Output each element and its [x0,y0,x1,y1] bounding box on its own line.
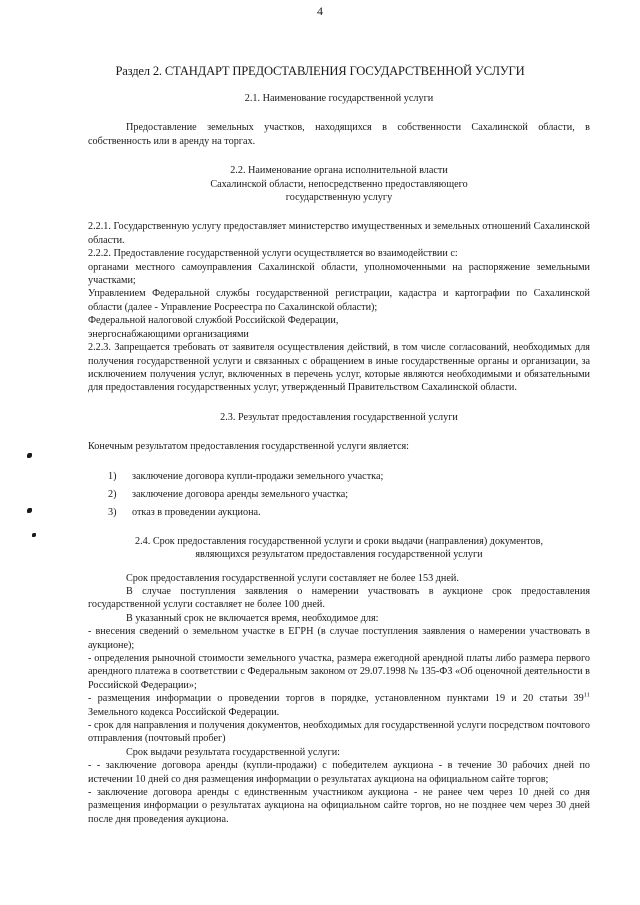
list-item: 1) заключение договора купли-продажи земельного участка; [108,470,384,482]
paragraph-2-4-5: - определения рыночной стоимости земельного участка, размера ежегодной арендной платы либо размера первого арендного платежа в соответствии с Федеральным законом от 29.07.1998 № 135-ФЗ «Об оценочной деятельности в Российской Федерации»; [88,653,590,691]
page-number: 4 [317,4,323,18]
result-list [88,470,590,520]
document-body [88,92,590,826]
paragraph-2-2-2: 2.2.2. Предоставление государственной услуги осуществляется во взаимодействии с: [88,248,458,260]
margin-mark [27,453,32,458]
paragraph-2-3-intro: Конечным результатом предоставления государственной услуги является: [88,441,409,453]
heading-2-1: 2.1. Наименование государственной услуги [244,93,434,104]
paragraph-2-4-4: - внесения сведений о земельном участке в ЕГРН (в случае поступления заявления о намерении участвовать в аукционе); [88,626,590,651]
paragraph-2-2-3: 2.2.3. Запрещается требовать от заявителя осуществления действий, в том числе согласований, необходимых для получения государственной услуги и связанных с обращением в иные государственные органы и организации, за исключением получения услуг, включенных в перечень услуг, которые являются необходимыми и обязательными для предоставления государственных услуг, утвержденный Правительством Сахалинской области. [88,342,590,394]
margin-mark [27,508,32,513]
section-title: Раздел 2. СТАНДАРТ ПРЕДОСТАВЛЕНИЯ ГОСУДАРСТВЕННОЙ УСЛУГИ [115,64,525,78]
list-item: 3) отказ в проведении аукциона. [108,507,261,519]
paragraph-2-4-7: - срок для направления и получения документов, необходимых для государственной услуги посредством почтового отправления (почтовый пробег) [88,720,590,745]
heading-2-2-line3: государственную услугу [285,192,393,204]
paragraph-2-2-2-c: Федеральной налоговой службой Российской Федерации, [88,315,339,327]
heading-2-4-line2: являющихся результатом предоставления государственной услуги [195,549,483,561]
margin-mark [32,533,36,537]
paragraph-2-4-10: - заключение договора аренды с единственным участником аукциона - не ранее чем через 10 дней со дня размещения информации о результатах аукциона на официальном сайте торгов, но не позднее чем через 30 дней после дня проведения аукциона. [88,787,590,825]
heading-2-3: 2.3. Результат предоставления государственной услуги [220,411,458,423]
paragraph-2-4-6: - размещения информации о проведении торгов в порядке, установленном пунктами 19 и 20 статьи $39^{11}$ Земельного кодекса Российской Федерации. [88,691,590,718]
paragraph-2-2-2-d: энергоснабжающими организациями [88,328,249,340]
paragraph-2-2-2-b: Управлением Федеральной службы государственной регистрации, кадастра и картографии по Сахалинской области (далее - Управление Росреестра по Сахалинской области); [88,288,590,313]
heading-2-4-line1: 2.4. Срок предоставления государственной услуги и сроки выдачи (направления) документов, [134,535,543,547]
paragraph-2-2-2-a: органами местного самоуправления Сахалинской области, уполномоченными на распоряжение земельными участками; [88,261,590,287]
paragraph-2-4-1: Срок предоставления государственной услуги составляет не более 153 дней. [126,572,459,584]
list-item: 2) заключение договора аренды земельного участка; [108,488,349,500]
paragraph-2-2-1: 2.2.1. Государственную услугу предоставляет министерство имущественных и земельных отношений Сахалинской области. [88,221,590,246]
paragraph-2-4-9: - - заключение договора аренды (купли-продажи) с победителем аукциона - в течение 30 рабочих дней по истечении 10 дней со дня размещения информации о результатах аукциона на официальном сайте торгов; [88,760,590,785]
paragraph-2-4-2: В случае поступления заявления о намерении участвовать в аукционе срок предоставления государственной услуги составляет не более 100 дней. [88,585,590,611]
heading-2-2-line2: Сахалинской области, непосредственно предоставляющего [210,178,468,190]
heading-2-2-line1: 2.2. Наименование органа исполнительной власти [230,165,448,177]
paragraph-2-1: Предоставление земельных участков, находящихся в собственности Сахалинской области, в собственность или в аренду на торгах. [88,122,590,147]
paragraph-2-4-8: Срок выдачи результата государственной услуги: [126,746,340,758]
paragraph-2-4-3: В указанный срок не включается время, необходимое для: [126,612,379,624]
